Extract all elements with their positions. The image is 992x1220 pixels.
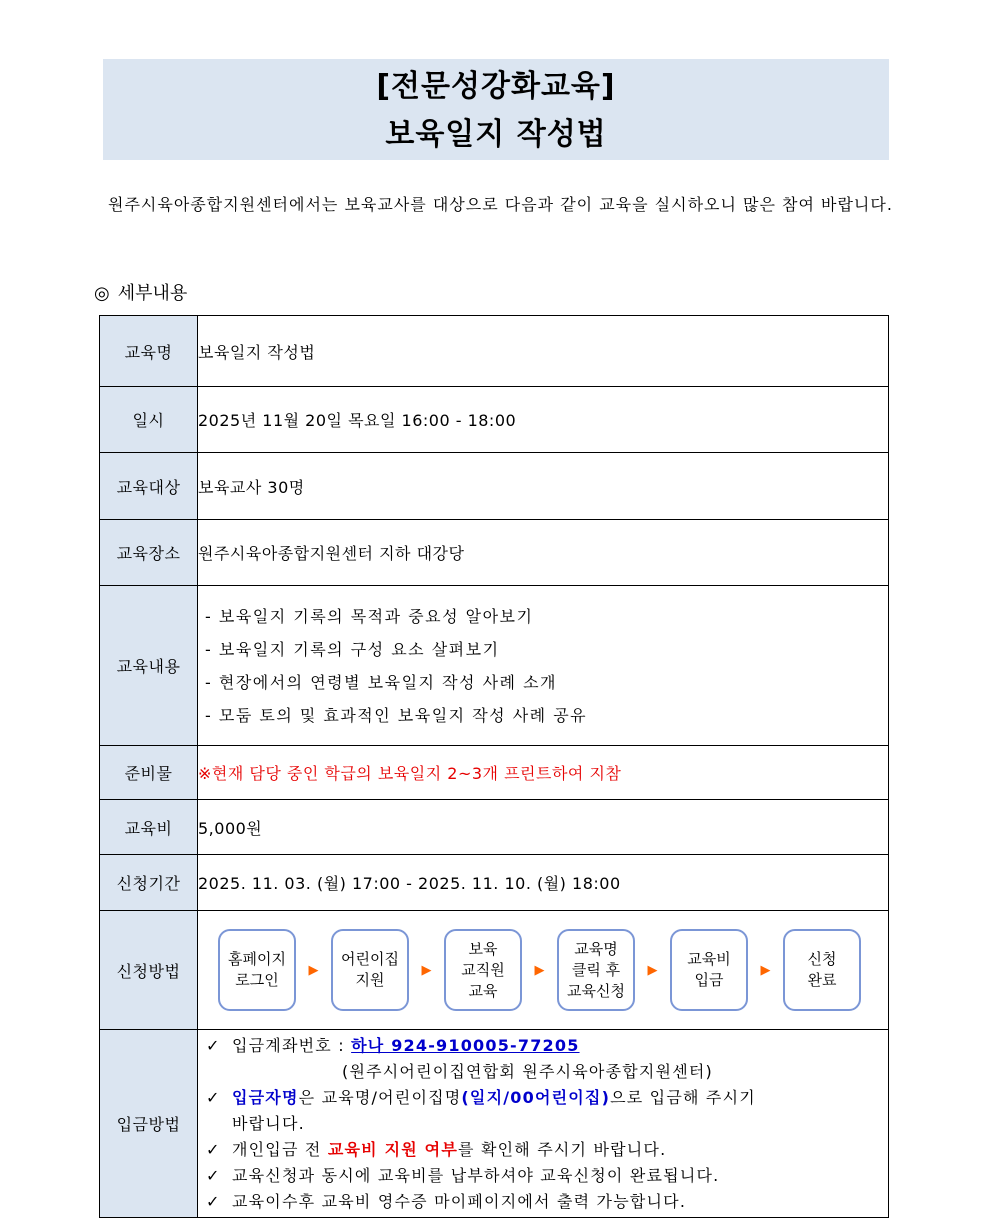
depositor-continuation: 바랍니다. — [232, 1113, 305, 1133]
account-number-link[interactable]: 하나 924-910005-77205 — [351, 1035, 580, 1055]
flow-step — [783, 929, 861, 1011]
step-line: 입금 — [694, 971, 724, 989]
payment-line — [206, 1189, 888, 1215]
step-line: 어린이집 — [341, 950, 399, 968]
row-value: 원주시육아종합지원센터 지하 대강당 — [198, 520, 889, 586]
step-line: 교육명 — [574, 939, 618, 958]
details-table — [99, 315, 889, 1218]
step-line: 교직원 — [461, 960, 505, 979]
table-row — [100, 520, 889, 586]
account-label: 입금계좌번호 : — [232, 1035, 352, 1055]
flow-step — [218, 929, 296, 1011]
row-value — [198, 586, 889, 746]
check-suffix: 를 확인해 주시기 바랍니다. — [458, 1139, 667, 1159]
row-label: 신청방법 — [100, 911, 198, 1030]
row-label: 교육비 — [100, 800, 198, 855]
double-circle-icon: ◎ — [94, 283, 110, 304]
row-label: 교육내용 — [100, 586, 198, 746]
arrow-right-icon: ▶ — [534, 962, 545, 978]
table-row — [100, 855, 889, 911]
row-value: 보육교사 30명 — [198, 453, 889, 520]
depositor-text-end: 으로 입금해 주시기 — [610, 1087, 756, 1107]
depositor-example: (일지/00어린이집) — [461, 1087, 611, 1107]
row-label: 일시 — [100, 387, 198, 453]
step-line: 보육 — [468, 939, 498, 958]
application-flow — [198, 929, 888, 1011]
step-line: 홈페이지 — [228, 950, 286, 968]
step-line: 교육 — [468, 981, 498, 1000]
account-holder: (원주시어린이집연합회 원주시육아종합지원센터) — [342, 1061, 713, 1081]
arrow-right-icon: ▶ — [421, 962, 432, 978]
payment-line — [206, 1163, 888, 1189]
step-line: 신청 — [807, 950, 837, 968]
subsidy-warning: 교육비 지원 여부 — [327, 1139, 458, 1159]
step-line: 로그인 — [235, 971, 279, 989]
list-item: - 보육일지 기록의 구성 요소 살펴보기 — [205, 639, 500, 659]
title-banner — [103, 59, 889, 160]
flow-step — [670, 929, 748, 1011]
step-line: 지원 — [355, 971, 385, 989]
list-item: - 모둠 토의 및 효과적인 보육일지 작성 사례 공유 — [205, 705, 588, 725]
row-label: 교육대상 — [100, 453, 198, 520]
arrow-right-icon: ▶ — [760, 962, 771, 978]
check-prefix: 개인입금 전 — [232, 1139, 328, 1159]
row-value: ※현재 담당 중인 학급의 보육일지 2~3개 프린트하여 지참 — [198, 746, 889, 800]
flow-step — [444, 929, 522, 1011]
row-value: 보육일지 작성법 — [198, 316, 889, 387]
check-icon: ✓ — [206, 1139, 221, 1159]
row-label: 신청기간 — [100, 855, 198, 911]
table-row — [100, 316, 889, 387]
check-icon: ✓ — [206, 1165, 221, 1185]
step-line: 교육비 — [687, 950, 731, 968]
table-row — [100, 800, 889, 855]
row-label: 교육장소 — [100, 520, 198, 586]
step-line: 교육신청 — [567, 981, 625, 1000]
arrow-right-icon: ▶ — [647, 962, 658, 978]
list-item: - 현장에서의 연령별 보육일지 작성 사례 소개 — [205, 672, 557, 692]
table-row — [100, 586, 889, 746]
payment-line — [206, 1033, 888, 1059]
payment-details — [198, 1031, 888, 1217]
payment-line — [206, 1085, 888, 1111]
depositor-label: 입금자명 — [232, 1087, 299, 1107]
list-item: - 보육일지 기록의 목적과 중요성 알아보기 — [205, 606, 534, 626]
intro-paragraph: 원주시육아종합지원센터에서는 보육교사를 대상으로 다음과 같이 교육을 실시하오니 많은 참여 바랍니다. — [108, 195, 893, 214]
depositor-text: 은 교육명/어린이집명 — [298, 1087, 462, 1107]
title-line-1: [전문성강화교육] — [376, 69, 616, 104]
row-label: 교육명 — [100, 316, 198, 387]
row-value: 2025. 11. 03. (월) 17:00 - 2025. 11. 10. (월) 18:00 — [198, 855, 889, 911]
step-line: 클릭 후 — [571, 960, 621, 979]
table-row — [100, 911, 889, 1030]
arrow-right-icon: ▶ — [308, 962, 319, 978]
section-heading — [94, 280, 187, 308]
row-label: 입금방법 — [100, 1030, 198, 1218]
content-list — [198, 600, 888, 732]
payment-note: 교육이수후 교육비 영수증 마이페이지에서 출력 가능합니다. — [232, 1191, 687, 1211]
table-row — [100, 746, 889, 800]
check-icon: ✓ — [206, 1035, 221, 1055]
payment-note: 교육신청과 동시에 교육비를 납부하셔야 교육신청이 완료됩니다. — [232, 1165, 720, 1185]
step-line: 완료 — [807, 971, 837, 989]
row-label: 준비물 — [100, 746, 198, 800]
row-value: 5,000원 — [198, 800, 889, 855]
title-line-2: 보육일지 작성법 — [385, 117, 607, 152]
payment-line — [206, 1137, 888, 1163]
row-value — [198, 1030, 889, 1218]
flow-step — [557, 929, 635, 1011]
row-value — [198, 911, 889, 1030]
section-title: 세부내용 — [117, 283, 188, 304]
flow-step — [331, 929, 409, 1011]
check-icon: ✓ — [206, 1087, 221, 1107]
check-icon: ✓ — [206, 1191, 221, 1211]
row-value: 2025년 11월 20일 목요일 16:00 - 18:00 — [198, 387, 889, 453]
table-row — [100, 1030, 889, 1218]
table-row — [100, 387, 889, 453]
table-row — [100, 453, 889, 520]
